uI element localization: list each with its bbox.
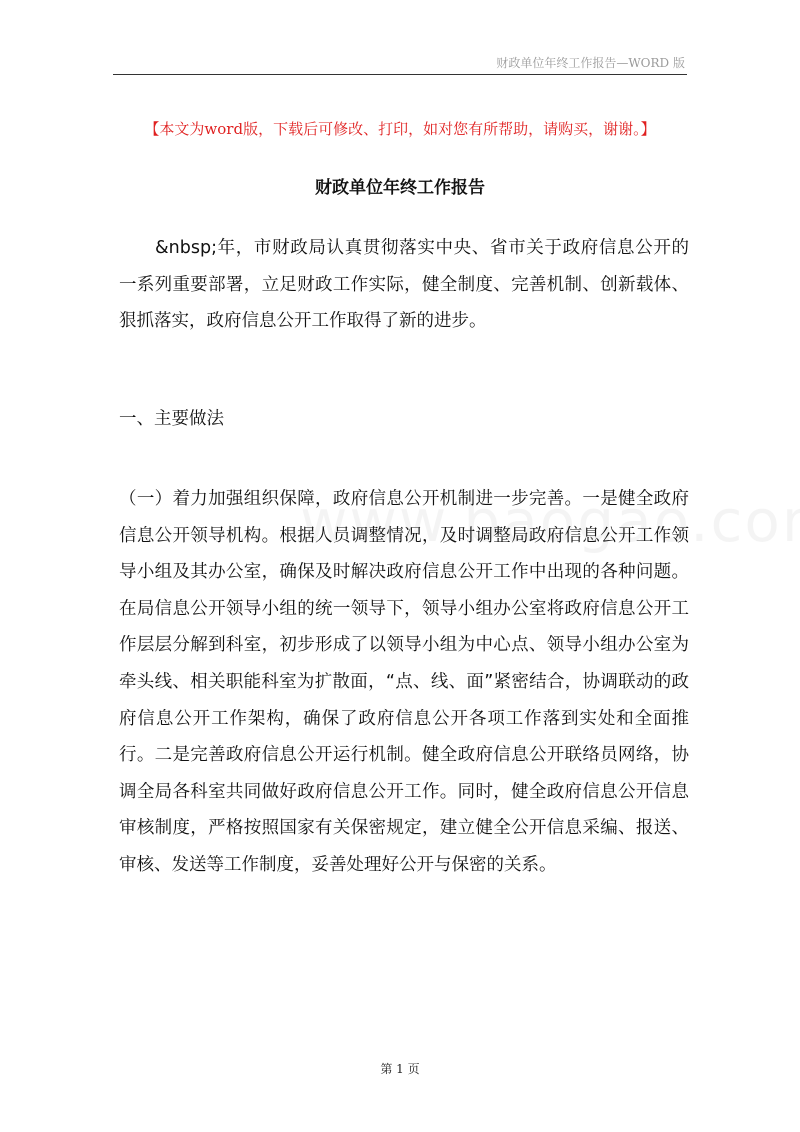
header-divider	[113, 74, 687, 75]
page-number: 第 1 页	[380, 1062, 420, 1076]
purchase-notice: 【本文为word版，下载后可修改、打印，如对您有所帮助，请购买，谢谢。】	[144, 120, 656, 138]
section-heading: 一、主要做法	[119, 409, 224, 429]
document-title: 财政单位年终工作报告	[315, 178, 485, 198]
body-paragraph: （一）着力加强组织保障，政府信息公开机制进一步完善。一是健全政府信息公开领导机构。根据人员调整情况，及时调整局政府信息公开工作领导小组及其办公室，确保及时解决政府信息公开工作中出现的各种问题。在局信息公开领导小组的统一领导下，领导小组办公室将政府信息公开工作层层分解到科室，初步形成了以领导小组为中心点、领导小组办公室为牵头线、相关职能科室为扩散面，“点、线、面”紧密结合，协调联动的政府信息公开工作架构，确保了政府信息公开各项工作落到实处和全面推行。二是完善政府信息公开运行机制。健全政府信息公开联络员网络，协调全局各科室共同做好政府信息公开工作。同时，健全政府信息公开信息审核制度，严格按照国家有关保密规定，建立健全公开信息采编、报送、审核、发送等工作制度，妥善处理好公开与保密的关系。	[119, 489, 689, 875]
running-header: 财政单位年终工作报告—WORD 版	[496, 56, 685, 70]
intro-paragraph: &nbsp;年，市财政局认真贯彻落实中央、省市关于政府信息公开的一系列重要部署，立足财政工作实际，健全制度、完善机制、创新载体、狠抓落实，政府信息公开工作取得了新的进步。	[119, 238, 689, 332]
